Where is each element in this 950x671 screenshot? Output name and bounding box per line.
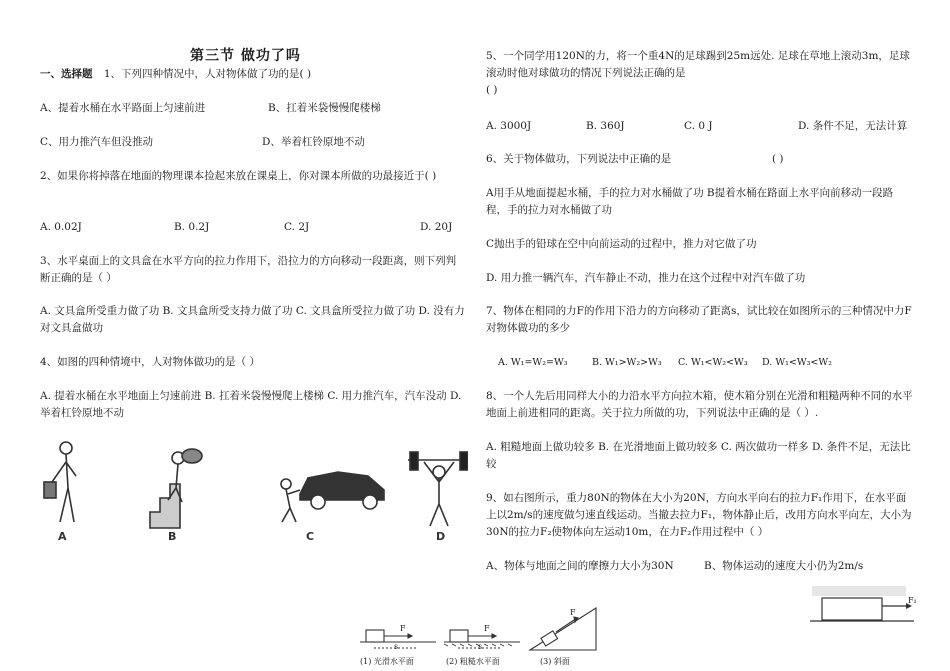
q6-option-d: D. 用力推一辆汽车，汽车静止不动，推力在这个过程中对汽车做了功: [486, 272, 806, 284]
q9-figure-diagram: [808, 584, 918, 628]
q5-options-row: [486, 118, 914, 135]
q5-option-d: D. 条件不足，无法计算: [798, 120, 908, 132]
q7-fig-label-1: (1) 光滑水平面: [360, 657, 414, 666]
q2-option-d: D. 20J: [420, 221, 453, 233]
section-heading: 一、选择题: [40, 68, 93, 80]
q4-stem: 4、如图的四种情境中，人对物体做功的是（ ）: [40, 356, 261, 368]
q5-stem: 5、一个同学用120N的力，将一个重4N的足球踢到25m远处. 足球在草地上滚动3m，足球滚动时他对球做功的情况下列说法正确的是: [486, 50, 910, 79]
q4-figure-label-a: A: [58, 530, 67, 543]
q9-option-a: A、物体与地面之间的摩擦力大小为30N: [486, 560, 674, 572]
q6-options-ab: A用手从地面提起水桶，手的拉力对水桶做了功 B提着水桶在路面上水平向前移动一段路程，手的拉力对水桶做了功: [486, 187, 894, 216]
q4-figure-b-stairs-sack: [150, 449, 202, 528]
q7-case-3: [530, 608, 596, 650]
q7-option-c: C. W₁<W₂<W₃: [678, 357, 748, 368]
q1-option-d: D、举着杠铃原地不动: [262, 136, 365, 148]
q8-options: A. 粗糙地面上做功较多 B. 在光滑地面上做功较多 C. 两次做功一样多 D. 条件不足，无法比较: [486, 441, 911, 470]
q1-option-b: B、扛着米袋慢慢爬楼梯: [268, 102, 381, 114]
q5-option-c: C. 0 J: [684, 120, 713, 132]
q7-case-2-dist-label: s: [478, 642, 483, 651]
q7-figure: [356, 604, 618, 670]
q4-illustrations: [38, 438, 468, 546]
q1-options-row-2: [40, 134, 465, 151]
q8-stem: 8、一个人先后用同样大小的力沿水平方向拉木箱，使木箱分别在光滑和粗糙两种不同的水平地面上前进相同的距离。关于拉力所做的功，下列说法中正确的是（ ）.: [486, 390, 913, 419]
q3-options: A. 文具盒所受重力做了功 B. 文具盒所受支持力做了功 C. 文具盒所受拉力做了功 D. 没有力对文具盒做功: [40, 305, 465, 334]
q7-case-1-dist-label: s: [394, 642, 399, 651]
q7-option-d: D. W₁<W₃<W₂: [762, 357, 832, 368]
q4-figure-a-person-bucket: [44, 442, 76, 522]
q7-option-b: B. W₁>W₂>W₃: [592, 357, 662, 368]
q2-option-a: A. 0.02J: [40, 221, 82, 233]
q9-figure: [808, 584, 918, 628]
q7-option-a: A. W₁=W₂=W₃: [498, 357, 568, 368]
q7-options-row: [486, 354, 914, 371]
q9-option-b: B、物体运动的速度大小仍为2m/s: [704, 560, 864, 572]
q2-option-b: B. 0.2J: [174, 221, 210, 233]
q5-option-a: A. 3000J: [486, 120, 532, 132]
q1-option-c: C、用力推汽车但没推动: [40, 136, 154, 148]
q2-option-c: C. 2J: [284, 221, 310, 233]
q4-figure-label-c: C: [306, 530, 315, 543]
q5-option-b: B. 360J: [586, 120, 625, 132]
q2-stem: 2、如果你将掉落在地面的物理课本捡起来放在课桌上，你对课本所做的功最接近于( ): [40, 170, 437, 182]
q4-figure-c-push-car: [281, 472, 384, 522]
q4-figure-d-weightlifter: [408, 452, 468, 526]
q1-option-a: A、提着水桶在水平路面上匀速前进: [40, 102, 206, 114]
q7-fig-label-2: (2) 粗糙水平面: [446, 657, 500, 666]
q3-stem: 3、水平桌面上的文具盒在水平方向的拉力作用下，沿拉力的方向移动一段距离，则下列判断正确的是（ ）: [40, 255, 457, 284]
q9-force-label: F₁: [908, 596, 917, 605]
q7-fig-label-3: (3) 斜面: [540, 657, 570, 666]
q9-options-row: [486, 558, 914, 575]
q7-case-2-force-label: F: [484, 624, 490, 633]
q2-options-row: [40, 219, 465, 236]
q6-stem: 6、关于物体做功，下列说法中正确的是: [486, 153, 672, 165]
page-title: 第三节 做功了吗: [190, 48, 301, 64]
q9-watermark-strip: [812, 586, 906, 596]
q7-case-3-force-label: F: [570, 608, 576, 617]
q4-figure: [38, 438, 468, 546]
q4-figure-label-b: B: [168, 530, 177, 543]
q9-block: [822, 598, 882, 620]
q7-case-1-force-label: F: [400, 624, 406, 633]
q6-stem-row: [486, 151, 914, 168]
q4-figure-label-d: D: [436, 530, 446, 543]
q7-stem: 7、物体在相同的力F的作用下沿力的方向移动了距离s，试比较在如图所示的三种情况中力F对物体做功的多少: [486, 305, 912, 334]
q4-options: A. 提着水桶在水平地面上匀速前进 B. 扛着米袋慢慢爬上楼梯 C. 用力推汽车，汽车没动 D. 举着杠铃原地不动: [40, 390, 462, 419]
q6-option-c: C抛出手的铅球在空中向前运动的过程中，推力对它做了功: [486, 238, 757, 250]
q1-stem-line: [40, 66, 465, 83]
q1-stem: 1、下列四种情况中，人对物体做了功的是( ): [103, 68, 312, 80]
q5-paren: ( ): [486, 84, 498, 96]
q1-options-row-1: [40, 100, 465, 117]
q6-paren: ( ): [772, 153, 784, 165]
q9-stem: 9、如右图所示，重力80N的物体在大小为20N，方向水平向右的拉力F₁作用下，在水平面上以2m/s的速度做匀速直线运动。当撤去拉力F₁，物体静止后，改用方向水平向左，大小为30N的拉力F₂使物体向左运动10m，在力F₂作用过程中（ ）: [486, 492, 912, 538]
